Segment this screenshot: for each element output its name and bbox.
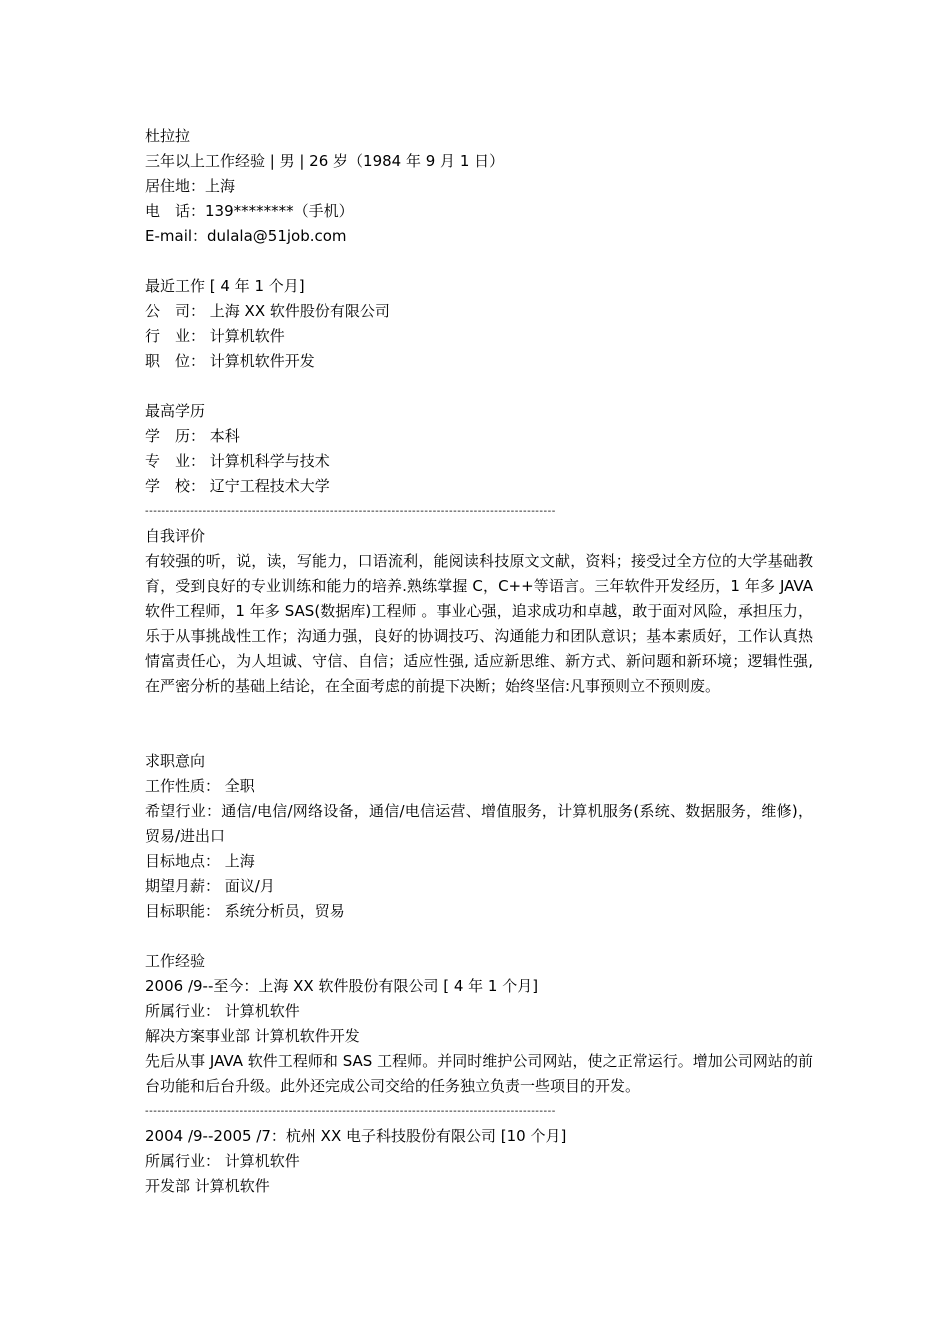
recent-work-position: 职 位： 计算机软件开发	[145, 352, 315, 370]
recent-work-industry: 行 业： 计算机软件	[145, 327, 285, 345]
education-major: 专 业： 计算机科学与技术	[145, 452, 330, 470]
job-intent-location: 目标地点： 上海	[145, 852, 255, 870]
recent-work-heading: 最近工作 [ 4 年 1 个月]	[145, 277, 305, 295]
education-degree: 学 历： 本科	[145, 427, 240, 445]
job-intent-type: 工作性质： 全职	[145, 777, 255, 795]
job-1-dept: 解决方案事业部 计算机软件开发	[145, 1027, 360, 1045]
job-2-industry: 所属行业： 计算机软件	[145, 1152, 300, 1170]
job-2-dept: 开发部 计算机软件	[145, 1177, 270, 1195]
resume-content	[145, 124, 813, 1199]
residence: 居住地：上海	[145, 177, 236, 195]
divider-line: ----------------------------------------------------------------------------------------------------	[145, 1106, 556, 1117]
job-intent-salary: 期望月薪： 面议/月	[145, 877, 275, 895]
candidate-name: 杜拉拉	[145, 127, 191, 145]
email: E-mail：dulala@51job.com	[145, 227, 347, 245]
education-heading: 最高学历	[145, 402, 206, 420]
job-1-title: 2006 /9--至今：上海 XX 软件股份有限公司 [ 4 年 1 个月]	[145, 977, 539, 995]
job-intent-role: 目标职能： 系统分析员，贸易	[145, 902, 345, 920]
job-1-desc: 先后从事 JAVA 软件工程师和 SAS 工程师。并同时维护公司网站，使之正常运行。增加公司网站的前台功能和后台升级。此外还完成公司交给的任务独立负责一些项目的开发。	[145, 1052, 813, 1095]
spacer	[145, 374, 813, 399]
education-school: 学 校： 辽宁工程技术大学	[145, 477, 330, 495]
divider-line: ----------------------------------------------------------------------------------------------------	[145, 506, 556, 517]
spacer	[145, 724, 813, 749]
experience-heading: 工作经验	[145, 952, 206, 970]
spacer	[145, 699, 813, 724]
job-2-title: 2004 /9--2005 /7：杭州 XX 电子科技股份有限公司 [10 个月]	[145, 1127, 567, 1145]
job-1-industry: 所属行业： 计算机软件	[145, 1002, 300, 1020]
phone: 电 话：139********（手机）	[145, 202, 354, 220]
spacer	[145, 924, 813, 949]
job-intent-heading: 求职意向	[145, 752, 206, 770]
self-eval-heading: 自我评价	[145, 527, 206, 545]
job-intent-industries: 希望行业：通信/电信/网络设备，通信/电信运营、增值服务，计算机服务(系统、数据服务，维修)，贸易/进出口	[145, 802, 813, 845]
recent-work-company: 公 司： 上海 XX 软件股份有限公司	[145, 302, 390, 320]
self-eval-text: 有较强的听，说，读，写能力，口语流利，能阅读科技原文文献，资料；接受过全方位的大学基础教育，受到良好的专业训练和能力的培养.熟练掌握 C，C++等语言。三年软件开发经历，1 年多 JAVA 软件工程师，1 年多 SAS(数据库)工程师 。事业心强，追求成功和卓越，敢于面对风险，承担压力，乐于从事挑战性工作；沟通力强，良好的协调技巧、沟通能力和团队意识；基本素质好，工作认真热情富责任心，为人坦诚、守信、自信；适应性强, 适应新思维、新方式、新问题和新环境；逻辑性强, 在严密分析的基础上结论，在全面考虑的前提下决断；始终坚信:凡事预则立不预则废。	[145, 552, 813, 695]
profile-summary: 三年以上工作经验 | 男 | 26 岁（1984 年 9 月 1 日）	[145, 152, 505, 170]
spacer	[145, 249, 813, 274]
